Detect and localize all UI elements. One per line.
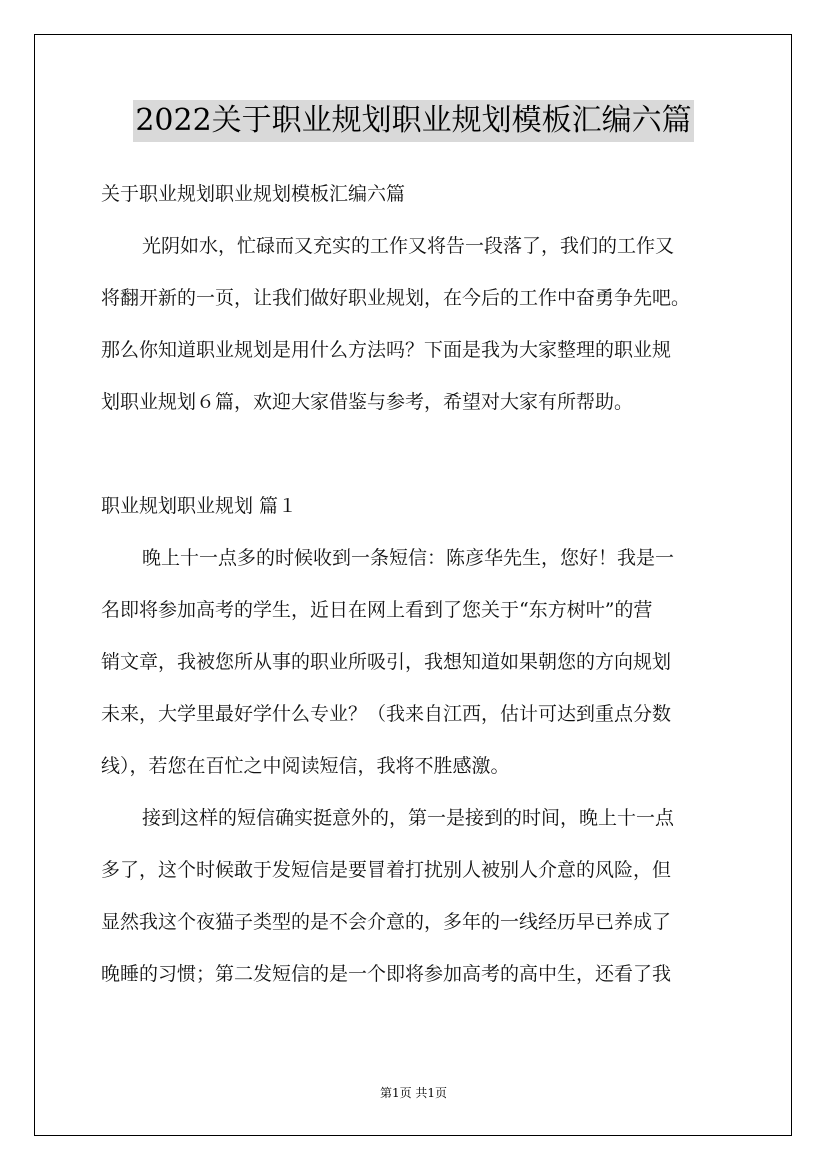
paragraph2-line: 显然我这个夜猫子类型的是不会介意的，多年的一线经历早已养成了 <box>101 911 672 933</box>
page-footer: 第1页 共1页 <box>379 1086 448 1100</box>
paragraph1-line: 销文章，我被您所从事的职业所吸引，我想知道如果朝您的方向规划 <box>101 651 672 673</box>
intro-line: 划职业规划６篇，欢迎大家借鉴与参考，希望对大家有所帮助。 <box>101 391 634 413</box>
paragraph2-line: 接到这样的短信确实挺意外的，第一是接到的时间，晚上十一点 <box>142 807 675 829</box>
paragraph-gap <box>101 436 729 488</box>
document-body <box>101 176 729 1008</box>
intro-line: 那么你知道职业规划是用什么方法吗？下面是我为大家整理的职业规 <box>101 339 672 361</box>
paragraph2-line: 晚睡的习惯；第二发短信的是一个即将参加高考的高中生，还看了我 <box>101 963 672 985</box>
intro-line: 光阴如水，忙碌而又充实的工作又将告一段落了，我们的工作又 <box>142 235 675 257</box>
title-container <box>0 100 827 142</box>
section-heading: 职业规划职业规划 篇１ <box>101 495 298 517</box>
paragraph2-line: 多了，这个时候敢于发短信是要冒着打扰别人被别人介意的风险，但 <box>101 859 672 881</box>
paragraph1-line: 晚上十一点多的时候收到一条短信：陈彦华先生，您好！我是一 <box>142 547 675 569</box>
paragraph1-line: 线），若您在百忙之中阅读短信，我将不胜感激。 <box>101 755 510 777</box>
document-title: 2022关于职业规划职业规划模板汇编六篇 <box>133 100 693 142</box>
paragraph1-line: 名即将参加高考的学生，近日在网上看到了您关于“东方树叶”的营 <box>101 599 653 621</box>
paragraph1-line: 未来，大学里最好学什么专业？（我来自江西，估计可达到重点分数 <box>101 703 672 725</box>
intro-line: 将翻开新的一页，让我们做好职业规划，在今后的工作中奋勇争先吧。 <box>101 287 691 309</box>
subtitle: 关于职业规划职业规划模板汇编六篇 <box>101 183 406 205</box>
